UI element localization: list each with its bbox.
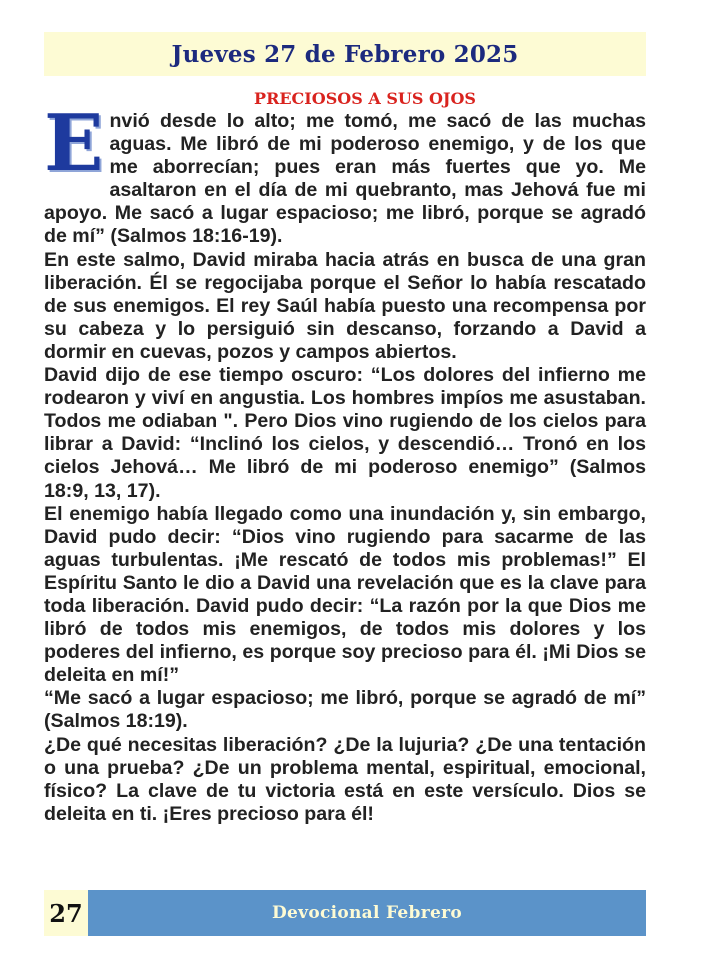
article-title: PRECIOSOS A SUS OJOS [254,89,476,108]
page-number: 27 [44,890,88,936]
devotional-article [44,88,646,826]
drop-cap: E [44,98,104,189]
paragraph-6: ¿De qué necesitas liberación? ¿De la lujuria? ¿De una tentación o una prueba? ¿De un problema mental, espiritual, emocional, físico? La clave de tu victoria está en este versículo. Dios se deleita en ti. ¡Eres precioso para él! [44,733,646,825]
paragraph-5: “Me sacó a lugar espacioso; me libró, porque se agradó de mí” (Salmos 18:19). [44,687,646,733]
footer [44,890,646,936]
paragraph-1-text: nvió desde lo alto; me tomó, me sacó de las muchas aguas. Me libró de mi poderoso enemigo, y de los que me aborrecían; pues eran más fuertes que yo. Me asaltaron en el día de mi quebranto, mas Jehová fue mi apoyo. Me sacó a lugar espacioso; me libró, porque se agradó de mí” (Salmos 18:16-19). [44,110,646,248]
paragraph-2: En este salmo, David miraba hacia atrás en busca de una gran liberación. Él se regocijaba porque el Señor lo había rescatado de sus enemigos. El rey Saúl había puesto una recompensa por su cabeza y lo persiguió sin descanso, forzando a David a dormir en cuevas, pozos y campos abiertos. [44,248,646,363]
page-date-title: Jueves 27 de Febrero 2025 [171,40,519,68]
footer-band [88,890,646,936]
footer-label: Devocional Febrero [272,903,462,923]
paragraph-3: David dijo de ese tiempo oscuro: “Los dolores del infierno me rodearon y viví en angustia. Los hombres impíos me asustaban. Todos me odiaban ". Pero Dios vino rugiendo de los cielos para librar a David: “Inclinó los cielos, y descendió… Tronó en los cielos Jehová… Me libró de mi poderoso enemigo” (Salmos 18:9, 13, 17). [44,364,646,502]
paragraph-4: El enemigo había llegado como una inundación y, sin embargo, David pudo decir: “Dios vino rugiendo para sacarme de las aguas turbulentas. ¡Me rescató de todos mis problemas!” El Espíritu Santo le dio a David una revelación que es la clave para toda liberación. David pudo decir: “La razón por la que Dios me libró de todos mis enemigos, de todos mis dolores y los poderes del infierno, es porque soy precioso para él. ¡Mi Dios se deleita en mí!” [44,502,646,687]
header-band [44,32,646,76]
